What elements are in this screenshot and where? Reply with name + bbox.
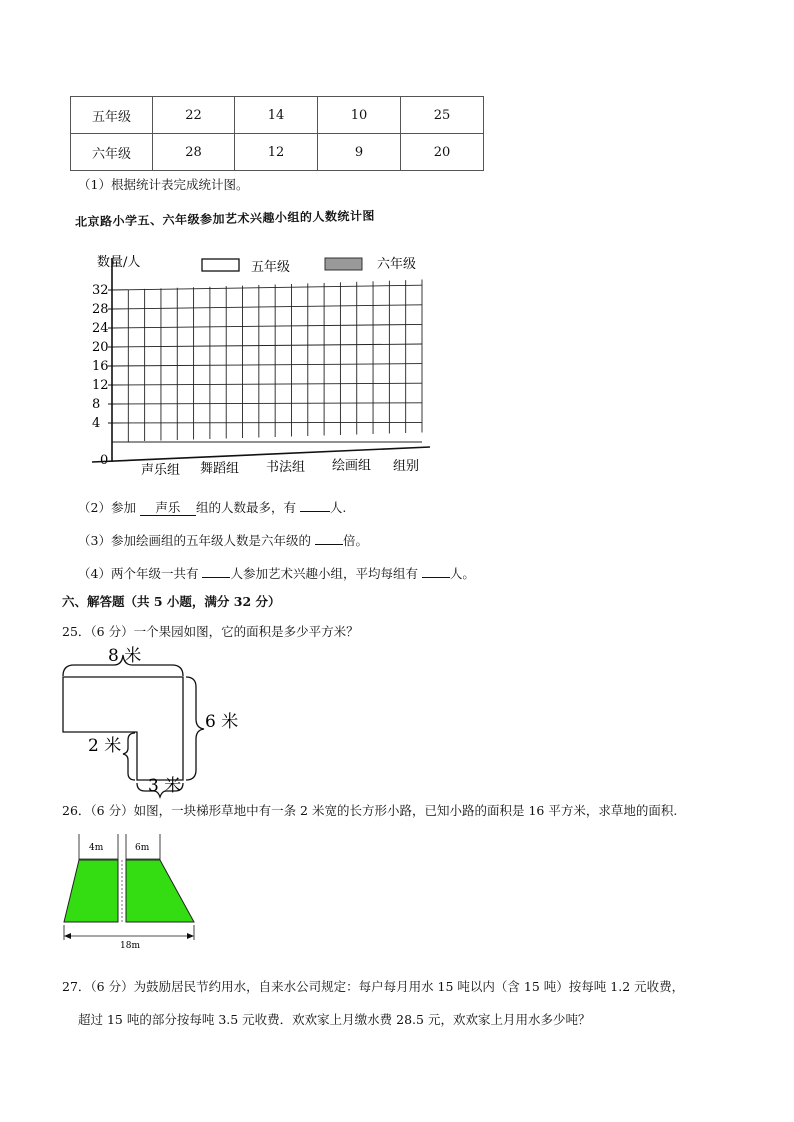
y-tick-label: 0 [100,453,109,468]
right-length-label: 6 米 [205,712,239,732]
q4-text-post: 人。 [449,566,475,581]
grass-right [126,860,194,922]
legend-five-swatch [202,259,239,271]
q3-text-pre: （3）参加绘画组的五年级人数是六年级的 [78,533,315,548]
q2-text-post: 人. [329,500,347,515]
orchard-figure [0,640,320,800]
bottom-label: 18m [120,941,140,951]
right-top-label: 6m [135,843,150,853]
y-tick-label: 20 [92,340,109,355]
table-cell: 9 [318,134,401,171]
q4-text-pre: （4）两个年级一共有 [78,566,203,581]
q4-text-mid: 人参加艺术兴趣小组，平均每组有 [230,566,422,581]
grid-line-horizontal [112,324,422,328]
question-1: （1）根据统计表完成统计图。 [78,177,249,192]
y-tick-label: 4 [92,416,101,431]
grass-left [64,860,118,922]
table-cell: 14 [235,97,318,134]
left-top-label: 4m [89,843,104,853]
x-category-label: 书法组 [266,460,306,475]
x-axis-label: 组别 [393,459,420,474]
q3-answer-blank[interactable] [315,544,343,545]
y-tick-label: 32 [92,283,109,298]
grid-line-horizontal [112,403,422,404]
x-category-label: 声乐组 [141,463,181,478]
q4-average-blank[interactable] [422,577,450,578]
legend-six-label: 六年级 [377,257,417,272]
grid-line-horizontal [112,422,422,423]
chart-grid [112,280,422,442]
table-cell: 六年级 [71,134,153,171]
top-length-label: 8 米 [108,646,142,666]
table-cell: 28 [153,134,235,171]
grid-line-horizontal [112,344,422,347]
legend-six-swatch [325,258,362,270]
question-25: 25．（6 分）一个果园如图，它的面积是多少平方米？ [62,624,359,639]
question-27-line-1: 27．（6 分）为鼓励居民节约用水，自来水公司规定：每户每月用水 15 吨以内（含 15 吨）按每吨 1.2 元收费， [62,979,685,994]
x-category-label: 舞蹈组 [200,461,240,477]
grid-line-horizontal [112,364,422,366]
x-axis-categories [141,459,371,479]
inner-length-label: 2 米 [88,736,122,756]
legend-five-label: 五年级 [251,260,291,275]
trapezoid-figure [0,828,220,958]
grid-line-horizontal [112,305,422,309]
bottom-length-label: 3 米 [148,776,182,796]
question-3 [78,531,368,549]
y-axis-ticks [92,283,112,468]
x-axis-line [92,447,430,462]
bar-chart [0,0,794,500]
chart-title: 北京路小学五、六年级参加艺术兴趣小组的人数统计图 [74,208,376,229]
table-cell: 五年级 [71,97,153,134]
q2-text-mid: 组的人数最多，有 [195,500,300,515]
grid-line-horizontal [112,285,422,290]
y-tick-label: 16 [92,359,109,374]
right-brace [186,677,204,780]
question-2 [78,498,346,516]
table-cell: 20 [401,134,484,171]
q2-answer-blank[interactable]: 声乐 [140,501,196,516]
x-category-label: 绘画组 [332,458,372,474]
grid-line-horizontal [112,383,422,385]
y-axis-label: 数量/人 [97,255,141,270]
y-tick-label: 12 [92,378,109,393]
table-cell: 22 [153,97,235,134]
q2-text-pre: （2）参加 [78,500,140,515]
y-tick-label: 28 [92,302,109,317]
y-tick-label: 8 [92,397,101,412]
y-tick-label: 24 [92,321,109,336]
orchard-shape [63,677,183,780]
section-heading: 六、解答题（共 5 小题，满分 32 分） [62,594,281,609]
question-4 [78,564,475,582]
q2-count-blank[interactable] [300,511,330,512]
inner-brace [123,733,135,780]
q4-total-blank[interactable] [202,577,230,578]
q3-text-post: 倍。 [342,533,368,548]
question-27-line-2: 超过 15 吨的部分按每吨 3.5 元收费．欢欢家上月缴水费 28.5 元，欢欢家上月用水多少吨？ [78,1012,591,1027]
question-26: 26．（6 分）如图，一块梯形草地中有一条 2 米宽的长方形小路，已知小路的面积是 16 平方米，求草地的面积. [62,803,678,818]
table-cell: 25 [401,97,484,134]
table-cell: 12 [235,134,318,171]
table-cell: 10 [318,97,401,134]
